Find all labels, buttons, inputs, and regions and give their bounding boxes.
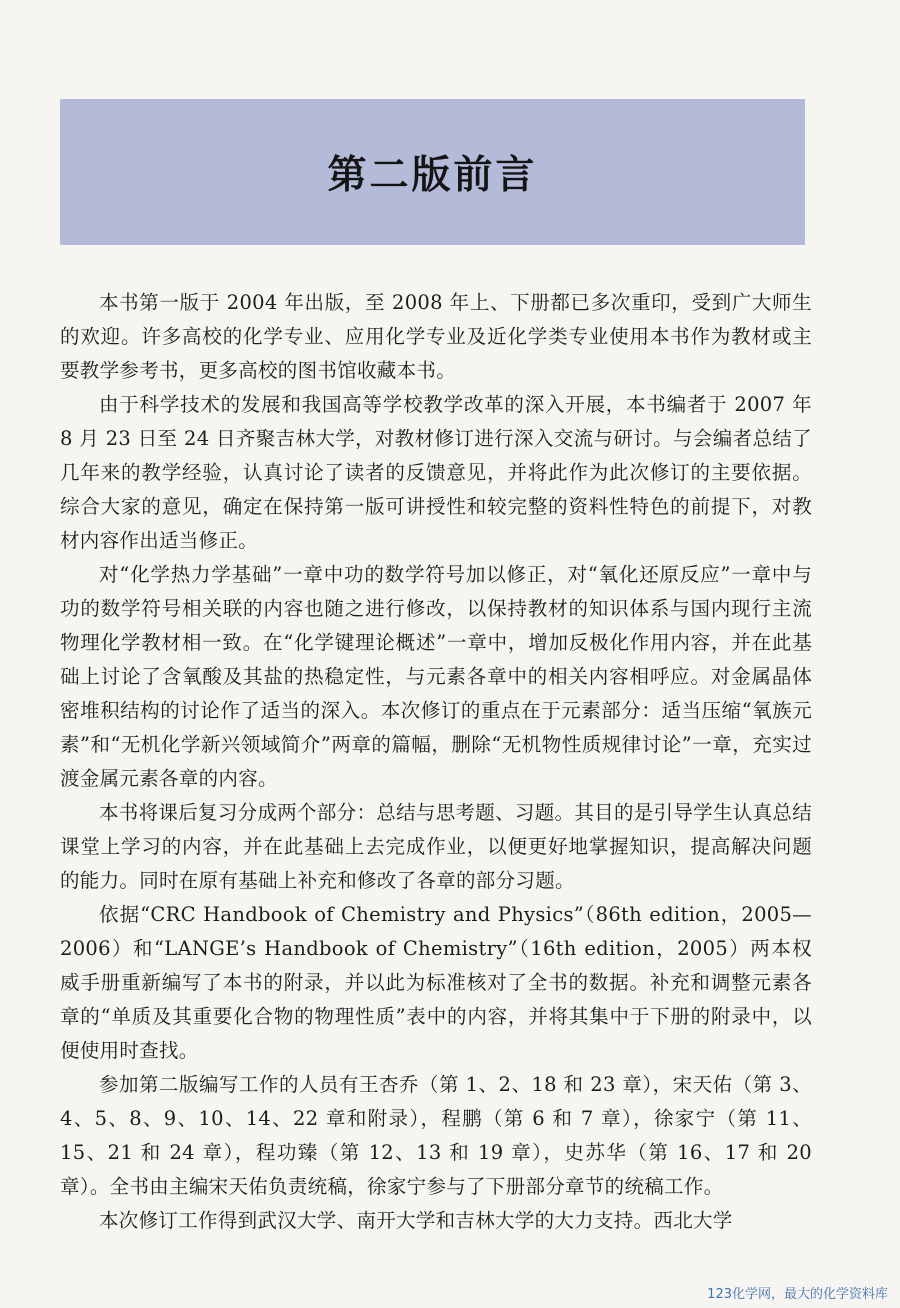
paragraph-review-exercises: 本书将课后复习分成两个部分：总结与思考题、习题。其目的是引导学生认真总结课堂上学习的内容，并在此基础上去完成作业，以便更好地掌握知识，提高解决问题的能力。同时在原有基础上补充和修改了各章的部分习题。 [60,801,812,892]
paragraph-content-changes: 对“化学热力学基础”一章中功的数学符号加以修正，对“氧化还原反应”一章中与功的数学符号相关联的内容也随之进行修改，以保持教材的知识体系与国内现行主流物理化学教材相一致。在“化学键理论概述”一章中，增加反极化作用内容，并在此基础上讨论了含氧酸及其盐的热稳定性，与元素各章中的相关内容相呼应。对金属晶体密堆积结构的讨论作了适当的深入。本次修订的重点在于元素部分：适当压缩“氧族元素”和“无机化学新兴领域简介”两章的篇幅，删除“无机物性质规律讨论”一章，充实过渡金属元素各章的内容。 [60,563,812,790]
paragraph-appendix-data: 依据“CRC Handbook of Chemistry and Physics”（86th edition，2005—2006）和“LANGE’s Handbook of Chemistry”（16th edition，2005）两本权威手册重新编写了本书的附录，并以此为标准核对了全书的数据。补充和调整元素各章的“单质及其重要化合物的物理性质”表中的内容，并将其集中于下册的附录中，以便使用时查找。 [60,903,812,1062]
preface-body [60,286,812,1238]
watermark-footer: 123化学网，最大的化学资料库 [707,1287,888,1302]
paragraph-revision-meeting: 由于科学技术的发展和我国高等学校教学改革的深入开展，本书编者于 2007 年 8 月 23 日至 24 日齐聚吉林大学，对教材修订进行深入交流与研讨。与会编者总结了几年来的教学经验，认真讨论了读者的反馈意见，并将此作为此次修订的主要依据。综合大家的意见，确定在保持第一版可讲授性和较完整的资料性特色的前提下，对教材内容作出适当修正。 [60,393,812,552]
page-title: 第二版前言 [327,153,538,198]
paragraph-acknowledgements: 本次修订工作得到武汉大学、南开大学和吉林大学的大力支持。西北大学 [99,1209,733,1232]
paragraph-authors: 参加第二版编写工作的人员有王杏乔（第 1、2、18 和 23 章），宋天佑（第 3、4、5、8、9、10、14、22 章和附录），程鹏（第 6 和 7 章），徐家宁（第 11、15、21 和 24 章），程功臻（第 12、13 和 19 章），史苏华（第 16、17 和 20 章）。全书由主编宋天佑负责统稿，徐家宁参与了下册部分章节的统稿工作。 [60,1073,812,1198]
title-banner [60,99,805,245]
paragraph-first-edition: 本书第一版于 2004 年出版，至 2008 年上、下册都已多次重印，受到广大师生的欢迎。许多高校的化学专业、应用化学专业及近化学类专业使用本书作为教材或主要教学参考书，更多高校的图书馆收藏本书。 [60,291,812,382]
